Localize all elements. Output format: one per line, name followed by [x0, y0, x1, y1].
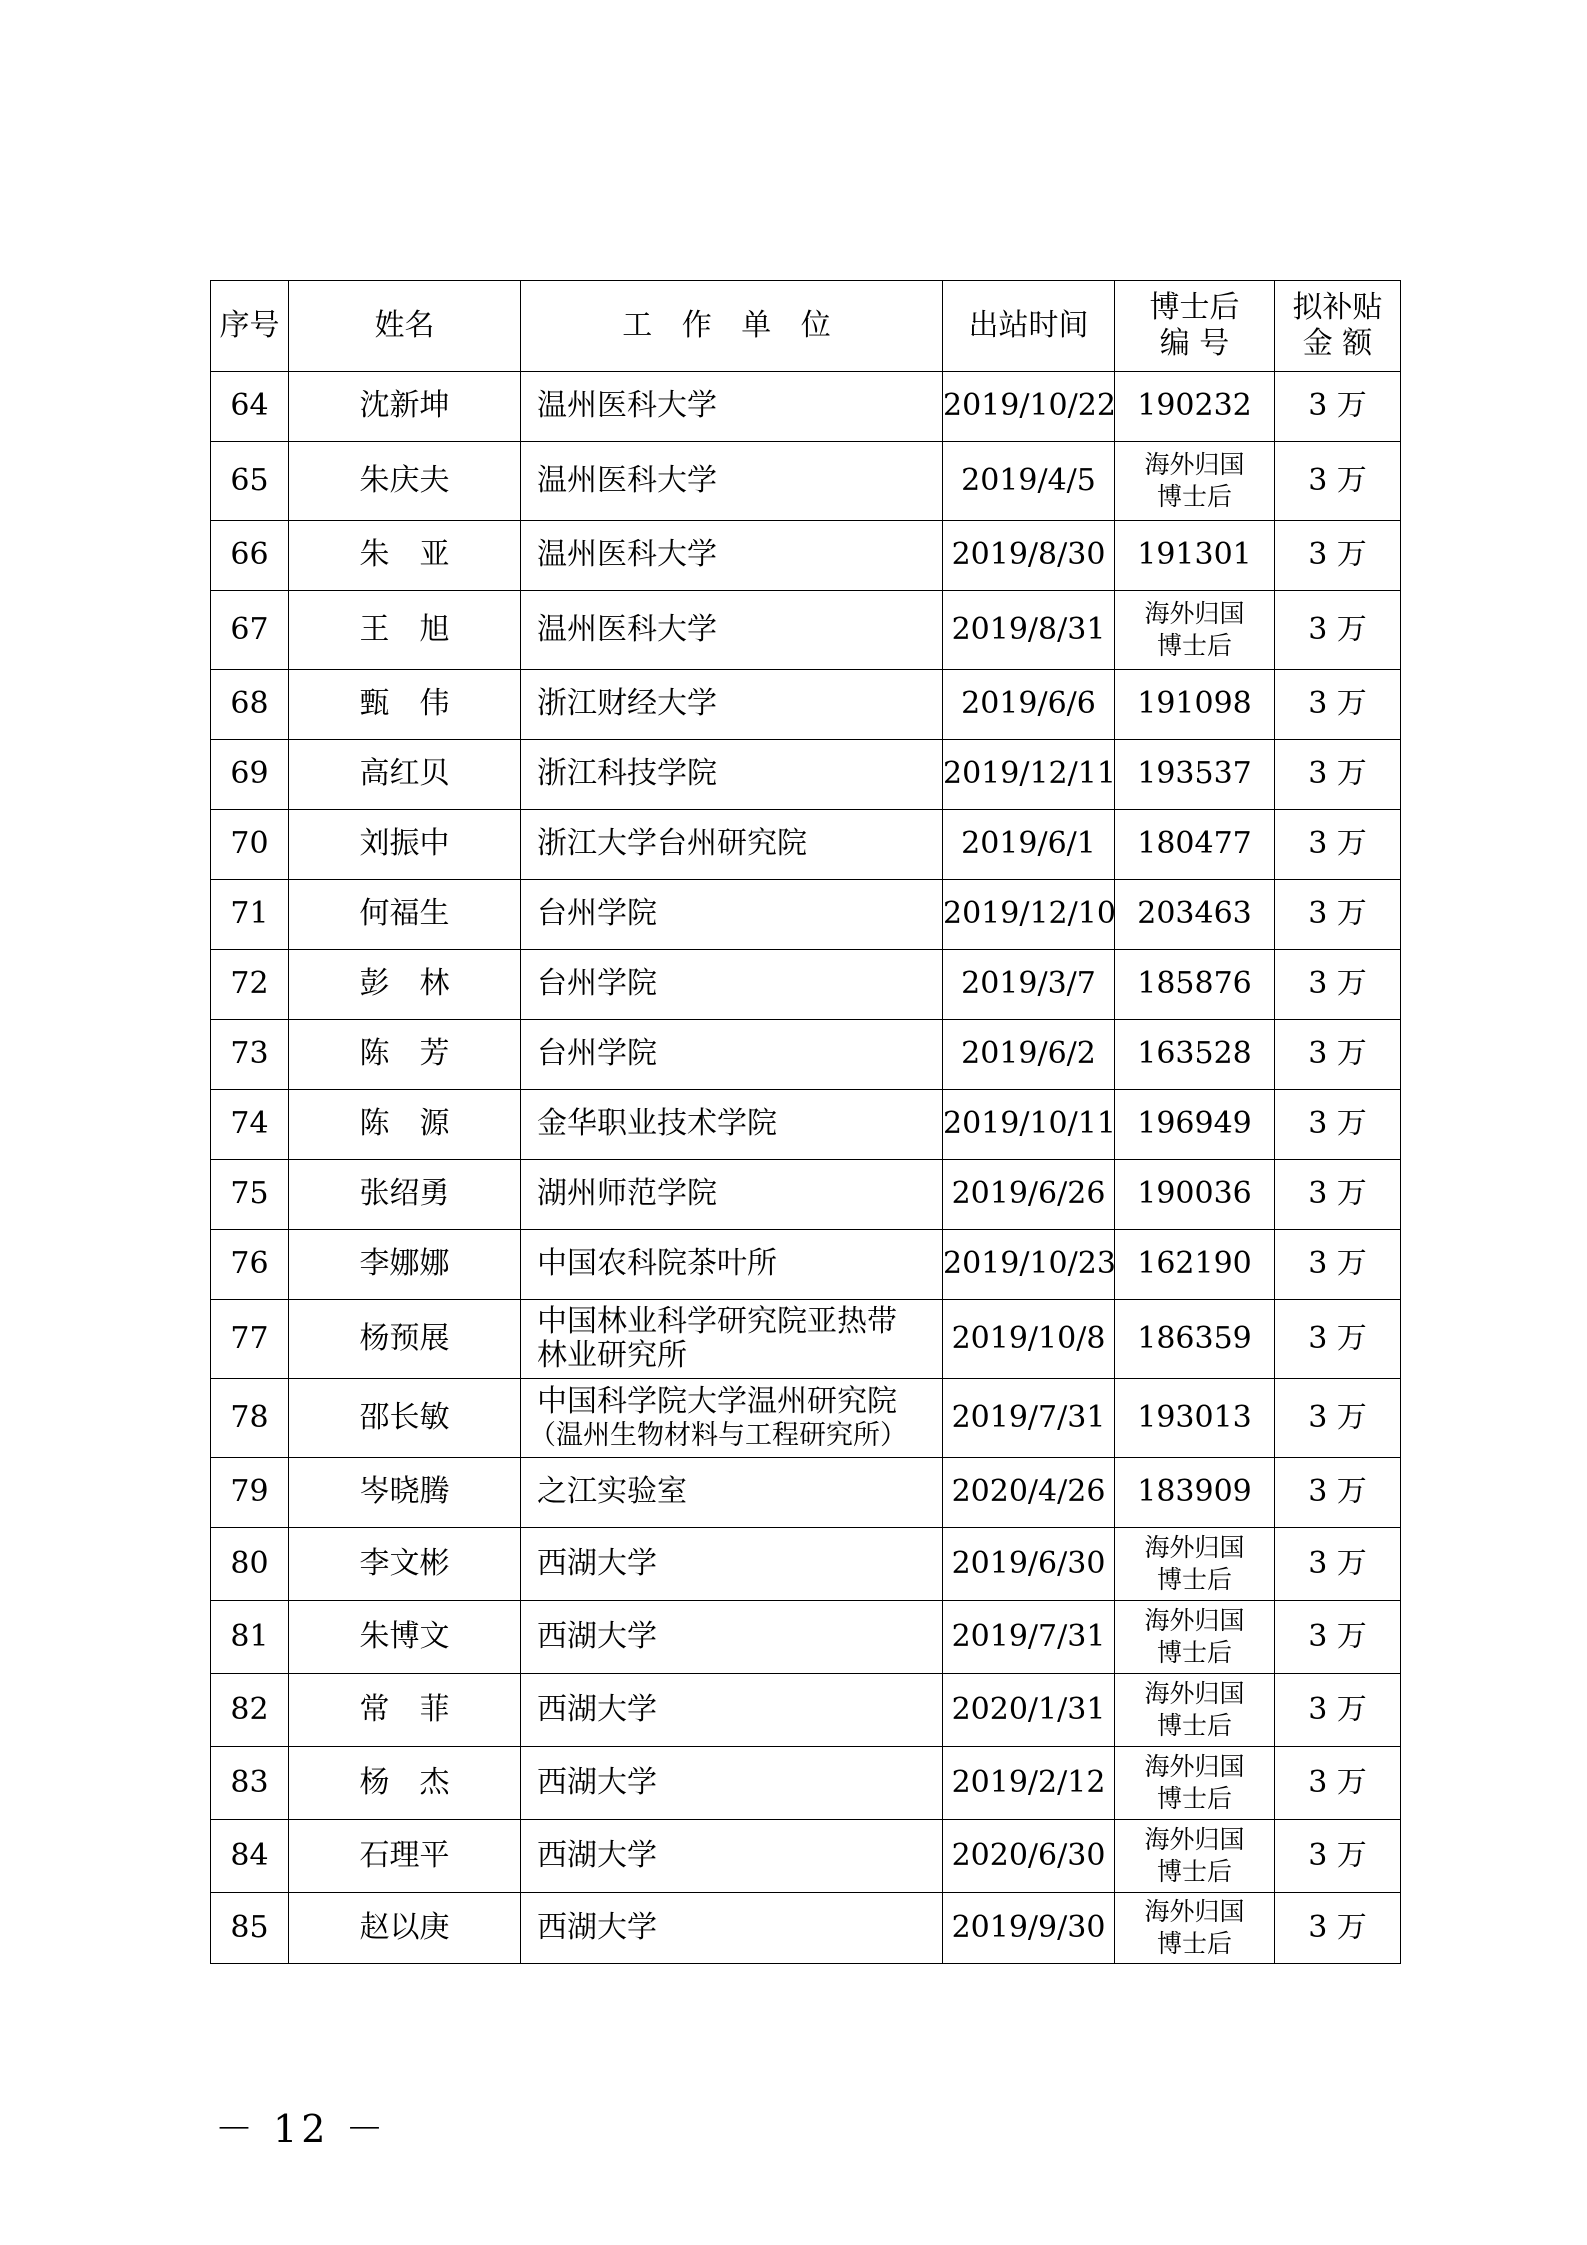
cell-name: 陈 芳 — [289, 1020, 521, 1090]
cell-unit — [521, 1893, 943, 1964]
cell-name: 张绍勇 — [289, 1160, 521, 1230]
cell-date: 2019/3/7 — [943, 950, 1115, 1020]
cell-unit — [521, 442, 943, 521]
cell-name: 朱 亚 — [289, 521, 521, 591]
cell-name: 岑晓腾 — [289, 1458, 521, 1528]
header-seq: 序号 — [211, 281, 289, 372]
table-row — [211, 1893, 1401, 1964]
unit-line-1: 浙江财经大学 — [537, 686, 717, 722]
cell-seq: 76 — [211, 1230, 289, 1300]
unit-line-1: 台州学院 — [537, 896, 657, 932]
postdoc-no-value: 193537 — [1137, 756, 1252, 792]
cell-date: 2019/8/31 — [943, 591, 1115, 670]
cell-amount: 3 万 — [1275, 670, 1401, 740]
unit-line-1: 台州学院 — [537, 966, 657, 1002]
cell-amount: 3 万 — [1275, 372, 1401, 442]
postdoc-no-value: 203463 — [1137, 896, 1252, 932]
cell-name: 朱庆夫 — [289, 442, 521, 521]
postdoc-no-value: 180477 — [1137, 826, 1252, 862]
table-row — [211, 810, 1401, 880]
cell-name: 王 旭 — [289, 591, 521, 670]
table-row — [211, 1820, 1401, 1893]
cell-seq: 71 — [211, 880, 289, 950]
table-row — [211, 880, 1401, 950]
cell-unit — [521, 521, 943, 591]
table-row — [211, 1674, 1401, 1747]
unit-line-1: 西湖大学 — [537, 1618, 657, 1654]
unit-line-1: 浙江科技学院 — [537, 756, 717, 792]
cell-date: 2019/6/2 — [943, 1020, 1115, 1090]
cell-postdoc-no — [1115, 1230, 1275, 1300]
table-row — [211, 1747, 1401, 1820]
cell-amount: 3 万 — [1275, 1820, 1401, 1893]
cell-postdoc-no — [1115, 372, 1275, 442]
cell-date: 2019/8/30 — [943, 521, 1115, 591]
table-row — [211, 1020, 1401, 1090]
unit-line-1: 温州医科大学 — [537, 611, 717, 647]
unit-line-1: 温州医科大学 — [537, 388, 717, 424]
header-postdoc-no: 博士后 编 号 — [1115, 281, 1275, 372]
cell-date: 2019/10/11 — [943, 1090, 1115, 1160]
cell-seq: 65 — [211, 442, 289, 521]
cell-unit — [521, 740, 943, 810]
unit-line-1: 温州医科大学 — [537, 462, 717, 498]
cell-amount: 3 万 — [1275, 950, 1401, 1020]
table-row — [211, 1458, 1401, 1528]
cell-name: 何福生 — [289, 880, 521, 950]
cell-name: 彭 林 — [289, 950, 521, 1020]
postdoc-no-value: 191098 — [1137, 686, 1252, 722]
cell-postdoc-no — [1115, 1090, 1275, 1160]
cell-unit — [521, 1674, 943, 1747]
cell-date: 2019/6/1 — [943, 810, 1115, 880]
cell-postdoc-no — [1115, 740, 1275, 810]
table-row — [211, 1230, 1401, 1300]
table-row — [211, 1601, 1401, 1674]
table-row — [211, 1160, 1401, 1230]
cell-seq: 85 — [211, 1893, 289, 1964]
unit-line-2: （温州生物材料与工程研究所） — [529, 1419, 907, 1451]
cell-postdoc-no — [1115, 1601, 1275, 1674]
cell-name: 刘振中 — [289, 810, 521, 880]
cell-unit — [521, 880, 943, 950]
table-body — [211, 372, 1401, 1964]
cell-amount: 3 万 — [1275, 740, 1401, 810]
cell-postdoc-no — [1115, 810, 1275, 880]
cell-date: 2019/9/30 — [943, 1893, 1115, 1964]
cell-postdoc-no — [1115, 1300, 1275, 1379]
cell-unit — [521, 591, 943, 670]
cell-amount: 3 万 — [1275, 880, 1401, 950]
cell-seq: 67 — [211, 591, 289, 670]
postdoc-no-value: 196949 — [1137, 1106, 1252, 1142]
cell-name: 沈新坤 — [289, 372, 521, 442]
cell-name: 赵以庚 — [289, 1893, 521, 1964]
cell-seq: 81 — [211, 1601, 289, 1674]
postdoc-no-value: 海外归国 博士后 — [1144, 1605, 1245, 1667]
table-row — [211, 1379, 1401, 1458]
table-row — [211, 372, 1401, 442]
postdoc-no-value: 183909 — [1137, 1474, 1252, 1510]
cell-date: 2020/4/26 — [943, 1458, 1115, 1528]
cell-unit — [521, 1379, 943, 1458]
cell-postdoc-no — [1115, 1528, 1275, 1601]
unit-line-1: 之江实验室 — [537, 1474, 687, 1510]
cell-seq: 74 — [211, 1090, 289, 1160]
cell-unit — [521, 1300, 943, 1379]
cell-seq: 69 — [211, 740, 289, 810]
postdoc-no-value: 190232 — [1137, 388, 1252, 424]
cell-date: 2019/6/30 — [943, 1528, 1115, 1601]
cell-date: 2019/7/31 — [943, 1601, 1115, 1674]
cell-seq: 75 — [211, 1160, 289, 1230]
header-unit: 工 作 单 位 — [521, 281, 943, 372]
postdoc-no-value: 海外归国 博士后 — [1144, 1824, 1245, 1886]
cell-seq: 64 — [211, 372, 289, 442]
cell-postdoc-no — [1115, 591, 1275, 670]
cell-postdoc-no — [1115, 950, 1275, 1020]
cell-seq: 78 — [211, 1379, 289, 1458]
cell-seq: 68 — [211, 670, 289, 740]
cell-amount: 3 万 — [1275, 1160, 1401, 1230]
cell-name: 甄 伟 — [289, 670, 521, 740]
cell-amount: 3 万 — [1275, 1458, 1401, 1528]
unit-line-1: 中国林业科学研究院亚热带 — [537, 1303, 897, 1339]
postdoc-no-value: 海外归国 博士后 — [1144, 1532, 1245, 1594]
cell-amount: 3 万 — [1275, 810, 1401, 880]
cell-amount: 3 万 — [1275, 1230, 1401, 1300]
header-amount: 拟补贴 金 额 — [1275, 281, 1401, 372]
table-header-row — [211, 281, 1401, 372]
cell-seq: 83 — [211, 1747, 289, 1820]
cell-postdoc-no — [1115, 442, 1275, 521]
unit-line-1: 金华职业技术学院 — [537, 1106, 777, 1142]
unit-line-2: 林业研究所 — [537, 1338, 687, 1373]
cell-amount: 3 万 — [1275, 1090, 1401, 1160]
cell-postdoc-no — [1115, 1379, 1275, 1458]
cell-unit — [521, 670, 943, 740]
cell-postdoc-no — [1115, 1458, 1275, 1528]
cell-date: 2019/7/31 — [943, 1379, 1115, 1458]
cell-unit — [521, 1160, 943, 1230]
postdoc-no-value: 海外归国 博士后 — [1144, 1678, 1245, 1740]
table-row — [211, 591, 1401, 670]
cell-name: 常 菲 — [289, 1674, 521, 1747]
postdoc-no-value: 190036 — [1137, 1176, 1252, 1212]
cell-date: 2019/2/12 — [943, 1747, 1115, 1820]
cell-name: 高红贝 — [289, 740, 521, 810]
cell-unit — [521, 950, 943, 1020]
cell-seq: 84 — [211, 1820, 289, 1893]
cell-unit — [521, 1747, 943, 1820]
cell-amount: 3 万 — [1275, 1674, 1401, 1747]
unit-line-1: 温州医科大学 — [537, 537, 717, 573]
cell-name: 邵长敏 — [289, 1379, 521, 1458]
postdoc-no-value: 海外归国 博士后 — [1144, 1896, 1245, 1958]
cell-date: 2019/4/5 — [943, 442, 1115, 521]
cell-seq: 72 — [211, 950, 289, 1020]
cell-unit — [521, 1020, 943, 1090]
cell-date: 2020/1/31 — [943, 1674, 1115, 1747]
cell-seq: 80 — [211, 1528, 289, 1601]
postdoc-no-value: 185876 — [1137, 966, 1252, 1002]
header-date: 出站时间 — [943, 281, 1115, 372]
header-name: 姓名 — [289, 281, 521, 372]
table-row — [211, 521, 1401, 591]
cell-date: 2019/10/23 — [943, 1230, 1115, 1300]
table-row — [211, 950, 1401, 1020]
page-number: － 12 － — [215, 2107, 388, 2151]
cell-name: 杨预展 — [289, 1300, 521, 1379]
cell-unit — [521, 1528, 943, 1601]
cell-unit — [521, 1458, 943, 1528]
cell-name: 石理平 — [289, 1820, 521, 1893]
unit-line-1: 西湖大学 — [537, 1909, 657, 1945]
cell-date: 2019/12/11 — [943, 740, 1115, 810]
cell-name: 李文彬 — [289, 1528, 521, 1601]
cell-name: 朱博文 — [289, 1601, 521, 1674]
unit-line-1: 中国科学院大学温州研究院 — [537, 1384, 897, 1420]
cell-postdoc-no — [1115, 1020, 1275, 1090]
cell-amount: 3 万 — [1275, 521, 1401, 591]
cell-amount: 3 万 — [1275, 1020, 1401, 1090]
cell-date: 2019/10/8 — [943, 1300, 1115, 1379]
cell-date: 2019/12/10 — [943, 880, 1115, 950]
cell-seq: 77 — [211, 1300, 289, 1379]
cell-unit — [521, 1820, 943, 1893]
unit-line-1: 西湖大学 — [537, 1545, 657, 1581]
cell-amount: 3 万 — [1275, 591, 1401, 670]
cell-unit — [521, 1601, 943, 1674]
cell-seq: 79 — [211, 1458, 289, 1528]
cell-unit — [521, 372, 943, 442]
cell-postdoc-no — [1115, 1160, 1275, 1230]
cell-unit — [521, 1230, 943, 1300]
unit-line-1: 西湖大学 — [537, 1764, 657, 1800]
cell-name: 李娜娜 — [289, 1230, 521, 1300]
cell-seq: 73 — [211, 1020, 289, 1090]
cell-postdoc-no — [1115, 670, 1275, 740]
cell-amount: 3 万 — [1275, 1601, 1401, 1674]
postdoc-no-value: 162190 — [1137, 1246, 1252, 1282]
postdoc-no-value: 191301 — [1137, 537, 1252, 573]
cell-date: 2019/10/22 — [943, 372, 1115, 442]
postdoc-no-value: 海外归国 博士后 — [1144, 598, 1245, 660]
unit-line-1: 台州学院 — [537, 1036, 657, 1072]
cell-postdoc-no — [1115, 521, 1275, 591]
postdoc-no-value: 193013 — [1137, 1399, 1252, 1435]
cell-date: 2019/6/6 — [943, 670, 1115, 740]
cell-postdoc-no — [1115, 1820, 1275, 1893]
table-row — [211, 670, 1401, 740]
postdoc-no-value: 186359 — [1137, 1320, 1252, 1356]
table-row — [211, 1528, 1401, 1601]
table-row — [211, 1090, 1401, 1160]
cell-amount: 3 万 — [1275, 1379, 1401, 1458]
postdoc-no-value: 海外归国 博士后 — [1144, 449, 1245, 511]
cell-postdoc-no — [1115, 1747, 1275, 1820]
table-row — [211, 442, 1401, 521]
cell-amount: 3 万 — [1275, 442, 1401, 521]
unit-line-1: 中国农科院茶叶所 — [537, 1246, 777, 1282]
unit-line-1: 浙江大学台州研究院 — [537, 826, 807, 862]
cell-amount: 3 万 — [1275, 1528, 1401, 1601]
unit-line-1: 西湖大学 — [537, 1837, 657, 1873]
table-row — [211, 740, 1401, 810]
postdoc-no-value: 海外归国 博士后 — [1144, 1751, 1245, 1813]
cell-amount: 3 万 — [1275, 1300, 1401, 1379]
postdoc-no-value: 163528 — [1137, 1036, 1252, 1072]
cell-date: 2019/6/26 — [943, 1160, 1115, 1230]
unit-line-1: 西湖大学 — [537, 1691, 657, 1727]
cell-postdoc-no — [1115, 1674, 1275, 1747]
cell-postdoc-no — [1115, 880, 1275, 950]
subsidy-roster-table — [210, 280, 1401, 1964]
cell-seq: 82 — [211, 1674, 289, 1747]
cell-seq: 70 — [211, 810, 289, 880]
cell-date: 2020/6/30 — [943, 1820, 1115, 1893]
cell-unit — [521, 1090, 943, 1160]
cell-amount: 3 万 — [1275, 1893, 1401, 1964]
cell-seq: 66 — [211, 521, 289, 591]
cell-name: 杨 杰 — [289, 1747, 521, 1820]
cell-amount: 3 万 — [1275, 1747, 1401, 1820]
table-row — [211, 1300, 1401, 1379]
cell-unit — [521, 810, 943, 880]
unit-line-1: 湖州师范学院 — [537, 1176, 717, 1212]
cell-postdoc-no — [1115, 1893, 1275, 1964]
cell-name: 陈 源 — [289, 1090, 521, 1160]
